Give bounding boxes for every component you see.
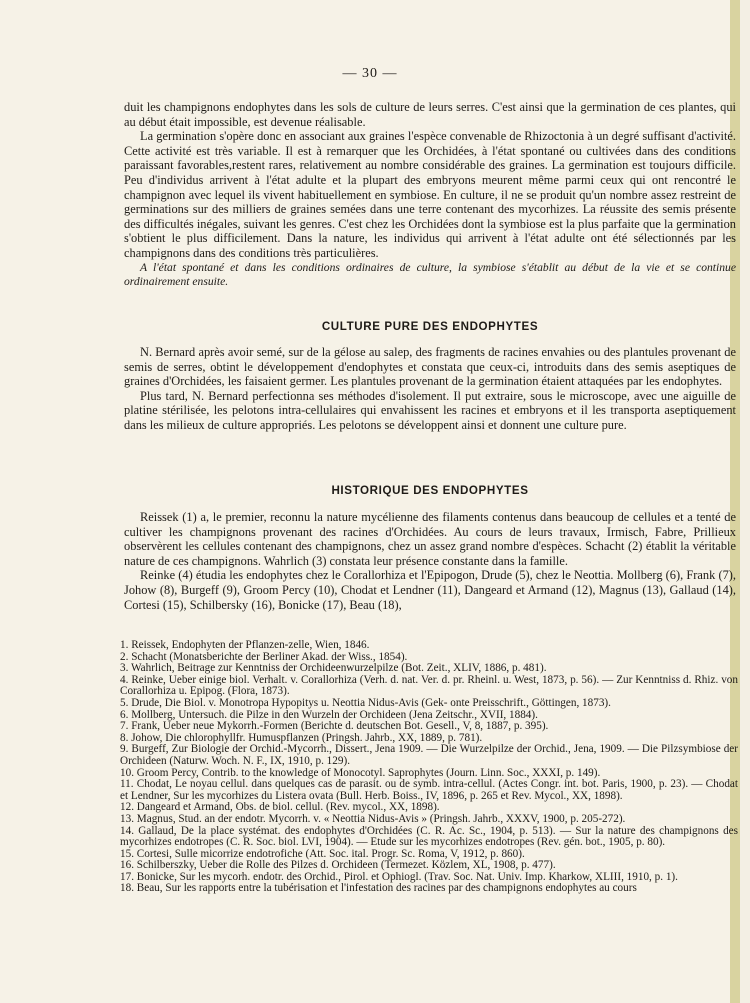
- footnote: 8. Johow, Die chlorophyllfr. Humuspflanzen (Pringsh. Jahrb., XX, 1889, p. 781).: [120, 731, 483, 744]
- italic-paragraph: A l'état spontané et dans les conditions ordinaires de culture, la symbiose s'établit au début de la vie et se continue ordinairement ensuite.: [124, 260, 736, 289]
- footnote: 12. Dangeard et Armand, Obs. de biol. cellul. (Rev. mycol., XX, 1898).: [120, 801, 440, 814]
- culture-text: [124, 345, 736, 433]
- page-number: — 30 —: [342, 66, 398, 81]
- historique-text: [124, 510, 736, 612]
- footnote: 5. Drude, Die Biol. v. Monotropa Hypopitys u. Neottia Nidus-Avis (Gek- onte Preisschrift., Göttingen, 1873).: [120, 696, 611, 709]
- footnote: 4. Reinke, Ueber einige biol. Verhalt. v. Corallorhiza (Verh. d. nat. Ver. d. pr. Rheinl. u. West, 1873, p. 56). — Zur Kenntniss d. Rhiz. von Corallorhiza u. Epipog. (Flora, 1873).: [120, 673, 738, 698]
- paragraph: Reinke (4) étudia les endophytes chez le Corallorhiza et l'Epipogon, Drude (5), chez le Neottia. Mollberg (6), Frank (7), Johow (8), Burgeff (9), Groom Percy (10), Chodat et Lendner (11), Dangeard et Armand (12), Magnus (13), Gallaud (14), Cortesi (15), Schilbersky (16), Bonicke (17), Beau (18),: [124, 568, 736, 612]
- section-heading: HISTORIQUE DES ENDOPHYTES: [331, 484, 529, 497]
- footnote: 1. Reissek, Endophyten der Pflanzen-zelle, Wien, 1846.: [120, 639, 370, 651]
- paragraph: Plus tard, N. Bernard perfectionna ses méthodes d'isolement. Il put extraire, sous le microscope, avec une aiguille de platine stérilisée, les pelotons intra-cellulaires qui envahissent les racines et embryons et il les transporta aseptiquement dans les milieux de culture appropriés. Les pelotons se développent ainsi et donnent une culture pure.: [124, 388, 736, 432]
- footnote: 17. Bonicke, Sur les mycorh. endotr. des Orchid., Pirol. et Ophiogl. (Trav. Soc. Nat. Univ. Imp. Kharkow, XLIII, 1910, p. 1).: [120, 870, 678, 883]
- section-heading: CULTURE PURE DES ENDOPHYTES: [321, 320, 539, 333]
- paragraph: Reissek (1) a, le premier, reconnu la nature mycélienne des filaments contenus dans beaucoup de cellules et a tenté de cultiver les champignons provenant des racines d'Orchidées. Au cours de leurs travaux, Irmisch, Fabre, Prillieux observèrent les cellules contenant des champignons, chez un assez grand nombre d'espèces. Schacht (2) établit la véritable nature de ces champignons. Wahrlich (3) constata leur présence constante dans la famille.: [124, 510, 736, 568]
- footnote: 6. Mollberg, Untersuch. die Pilze in den Wurzeln der Orchideen (Jena Zeitschr., XVII, 1884).: [120, 708, 538, 721]
- footnote: 13. Magnus, Stud. an der endotr. Mycorrh. v. « Neottia Nidus-Avis » (Pringsh. Jahrb., XXXV, 1900, p. 205-272).: [120, 812, 626, 825]
- footnote: 3. Wahrlich, Beitrage zur Kenntniss der Orchideenwurzelpilze (Bot. Zeit., XLIV, 1886, p. 481).: [120, 662, 547, 675]
- footnote: 18. Beau, Sur les rapports entre la tubérisation et l'infestation des racines par des champignons endophytes au cours: [120, 882, 637, 895]
- footnote: 11. Chodat, Le noyau cellul. dans quelques cas de parasit. ou de symb. intra-cellul. (Actes Congr. int. bot. Paris, 1900, p. 23). — Chodat et Lendner, Sur les mycorhizes du Listera ovata (Bull. Herb. Boiss., IV, 1896, p. 265 et Rev. Mycol., XX, 1898).: [120, 778, 738, 802]
- footnote: 14. Gallaud, De la place systémat. des endophytes d'Orchidées (C. R. Ac. Sc., 1904, p. 513). — Sur la nature des champignons des mycorhizes endotropes (C. R. Soc. biol. LVI, 1904). — Etude sur les mycorhizes endotropes (Rev. gén. bot., 1905, p. 80).: [120, 824, 738, 849]
- intro-text: [124, 100, 736, 290]
- paragraph: N. Bernard après avoir semé, sur de la gélose au salep, des fragments de racines envahies ou des plantules provenant de semis de serres, obtint le développement d'endophytes et constata que ceux-ci, introduits dans des semis aseptiques de graines d'Orchidées, les faisaient germer. Les plantules provenant de la germination étaient attaquées par les endophytes.: [124, 345, 736, 389]
- footnote: 16. Schilberszky, Ueber die Rolle des Pilzes d. Orchideen (Termezet. Közlem, XL, 1908, p. 477).: [120, 859, 556, 872]
- footnotes: [120, 640, 738, 895]
- footnote: 2. Schacht (Monatsberichte der Berliner Akad. der Wiss., 1854).: [120, 650, 408, 663]
- paragraph: La germination s'opère donc en associant aux graines l'espèce convenable de Rhizoctonia à un degré suffisant d'activité. Cette activité est très variable. Il est à remarquer que les Orchidées, à l'état spontané ou cultivées dans des conditions paraissant favorables,restent rares, relativement au nombre considérable des graines. La germination est toujours difficile. Peu d'individus arrivent à l'état adulte et la plupart des embryons meurent même parmi ceux qui ont rencontré le champignon avec lequel ils vivent habituellement en symbiose. En culture, il ne se produit qu'un nombre assez restreint de germinations sur des milliers de graines semées dans une terre contenant des mycorhizes. La réussite des semis présente des difficultés inégales, suivant les genres. C'est chez les Orchidées dont la symbiose est la plus parfaite que la germination s'obtient le plus difficilement. Dans la nature, les individus qui arrivent à l'état adulte ont été sélectionnés par les champignons dans des conditions très particulières.: [124, 129, 736, 260]
- footnote: 9. Burgeff, Zur Biologie der Orchid.-Mycorrh., Dissert., Jena 1909. — Die Wurzelpilze der Orchid., Jena, 1909. — Die Pilzsymbiose der Orchideen (Naturw. Woch. N. F., IX, 1910, p. 129).: [120, 743, 738, 767]
- footnote: 15. Cortesi, Sulle micorrize endotrofiche (Att. Soc. ital. Progr. Sc. Roma, V, 1912, p. 860).: [120, 847, 525, 860]
- footnote: 10. Groom Percy, Contrib. to the knowledge of Monocotyl. Saprophytes (Journ. Linn. Soc., XXXI, p. 149).: [120, 766, 601, 779]
- paragraph: duit les champignons endophytes dans les sols de culture de leurs serres. C'est ainsi que la germination de ces plantes, qui au début était impossible, est devenue réalisable.: [124, 100, 736, 129]
- footnote: 7. Frank, Ueber neue Mykorrh.-Formen (Berichte d. deutschen Bot. Gesell., V, 8, 1887, p. 395).: [120, 720, 549, 733]
